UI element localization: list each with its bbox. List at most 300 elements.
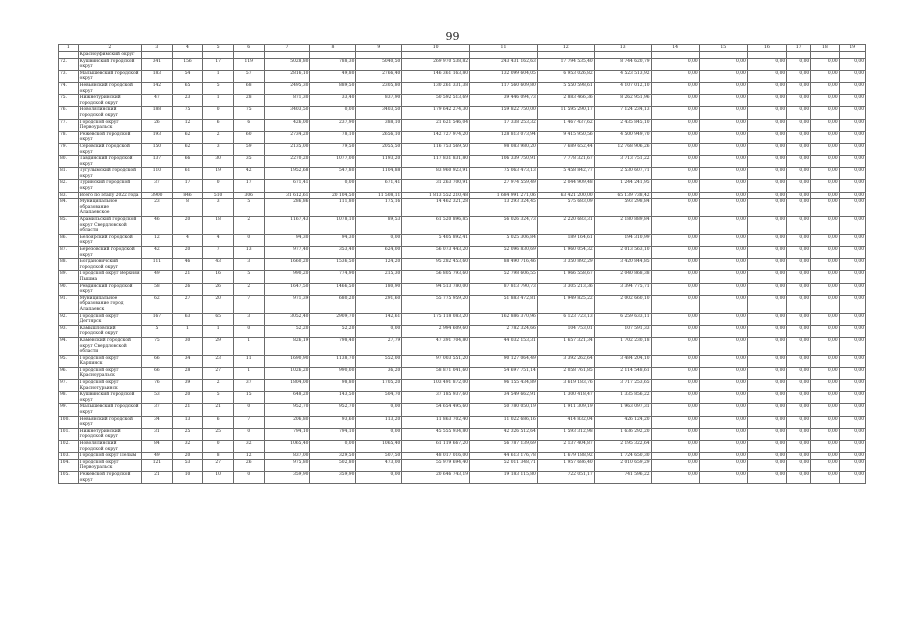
municipality-name: Невьянский городской округ [78,82,141,94]
data-table [58,44,866,484]
table-cell: 32 [233,441,264,453]
table-cell: 0,00 [839,247,865,259]
column-header: 2 [78,45,141,52]
table-cell: 0,00 [699,180,747,192]
table-cell: 36,20 [356,367,402,379]
table-cell: 3052,40 [264,313,310,325]
row-number: 89. [59,271,79,283]
table-cell: 43 [203,259,234,271]
table-cell: 0,00 [787,82,811,94]
table-row [59,143,866,155]
table-cell: 1167,43 [264,217,310,235]
table-row [59,119,866,131]
row-number: 98. [59,392,79,404]
table-cell: 0,00 [839,70,865,82]
table-cell: 0,00 [787,428,811,440]
column-header: 5 [203,45,234,52]
table-cell: 889,50 [310,82,356,94]
municipality-name: Тавдинский городской округ [78,156,141,168]
table-cell: 0,00 [651,367,699,379]
table-cell: 31 [142,428,173,440]
table-cell: 0,00 [699,131,747,143]
table-cell: 48 017 016,00 [402,453,470,460]
table-cell: 6 953 026,82 [537,70,594,82]
table-cell: 4 523 513,92 [594,70,651,82]
table-cell: 0,00 [699,295,747,313]
table-cell: 1 335 856,22 [594,392,651,404]
table-cell: 0,00 [699,95,747,107]
table-cell: 180,90 [356,283,402,295]
table-cell: 0,00 [699,453,747,460]
table-cell: 0,00 [811,337,839,355]
table-cell: 1193,20 [356,156,402,168]
table-cell [839,52,865,59]
municipality-name: Режевской городской округ [78,471,141,483]
table-cell: 0,00 [651,95,699,107]
table-cell: 269 970 538,82 [402,58,470,70]
table-cell: 0,00 [747,95,786,107]
table-cell: 175,16 [356,199,402,217]
table-cell: 0,00 [651,168,699,180]
table-cell: 0,00 [747,247,786,259]
table-cell: 56 805 793,60 [402,271,470,283]
table-cell: 1 [203,95,234,107]
table-row [59,180,866,192]
table-cell: 0,00 [651,217,699,235]
table-cell: 1 724 650,30 [594,453,651,460]
table-cell: 0,00 [839,107,865,119]
table-cell: 0,00 [747,259,786,271]
table-cell: 3 305 213,36 [537,283,594,295]
table-cell: 1 911 309,19 [537,404,594,416]
table-cell: 183 [142,70,173,82]
table-cell: 0,00 [811,192,839,199]
table-cell: 94,30 [310,234,356,246]
table-cell: 2 040 868,38 [594,271,651,283]
table-row [59,70,866,82]
table-cell: 17 [203,58,234,70]
table-cell: 50 780 050,19 [470,404,538,416]
table-cell: 794,10 [264,428,310,440]
table-cell: 2 435 845,10 [594,119,651,131]
table-cell: 175 118 083,20 [402,313,470,325]
table-cell: 0,00 [651,441,699,453]
column-header: 3 [142,45,173,52]
table-cell: 1 [233,367,264,379]
table-cell: 1536,50 [310,259,356,271]
table-cell: 552,00 [356,355,402,367]
table-cell: 426 124,20 [594,416,651,428]
table-cell: 0,00 [651,313,699,325]
table-cell: 45 555 934,80 [402,428,470,440]
table-cell: 1804,00 [264,380,310,392]
table-cell: 6 259 633,11 [594,313,651,325]
row-number: 90. [59,283,79,295]
table-cell: 39 [172,380,203,392]
column-header: 13 [594,45,651,52]
table-cell: 0,00 [651,355,699,367]
table-cell: 0,00 [839,131,865,143]
table-cell: 722 051,17 [537,471,594,483]
table-cell: 0,00 [699,168,747,180]
table-cell: 3 [233,259,264,271]
table-cell: 286,86 [264,199,310,217]
table-cell: 62 [172,143,203,155]
table-cell: 124,20 [356,259,402,271]
table-cell: 243 431 162,63 [470,58,538,70]
table-row [59,247,866,259]
table-cell: 0,00 [356,428,402,440]
table-row [59,168,866,180]
table-cell: 3403,50 [264,107,310,119]
table-cell: 39 446 094,73 [470,95,538,107]
table-cell: 2 994 609,60 [402,325,470,337]
table-cell: 27,79 [356,337,402,355]
table-cell: 846 [172,192,203,199]
table-cell: 0,00 [699,416,747,428]
table-cell: 0,00 [747,156,786,168]
table-cell: 0,00 [699,441,747,453]
table-cell: 977,40 [264,247,310,259]
table-cell: 27 974 559,49 [470,180,538,192]
table-row [59,325,866,337]
table-cell: 0,00 [747,119,786,131]
table-cell: 12 [233,453,264,460]
table-cell: 0,00 [787,107,811,119]
table-cell: 0 [233,234,264,246]
row-number: 78. [59,131,79,143]
table-cell: 65 139 738,42 [594,192,651,199]
table-cell: 0,00 [787,259,811,271]
table-cell: 106 339 750,91 [470,156,538,168]
municipality-name: Туринский городской округ [78,180,141,192]
table-cell: 1 636 292,20 [594,428,651,440]
table-cell: 0,00 [787,459,811,471]
table-cell: 47 391 704,80 [402,337,470,355]
table-cell: 61 119 667,20 [402,441,470,453]
table-cell: 53 [172,459,203,471]
table-cell: 56 787 139,69 [470,441,538,453]
table-cell: 2 782 324,66 [470,325,538,337]
table-cell: 0,00 [811,367,839,379]
column-header: 17 [787,45,811,52]
table-cell: 1 593 312,98 [537,428,594,440]
table-cell [537,52,594,59]
row-number: 100. [59,416,79,428]
table-cell: 19 [203,168,234,180]
table-cell: 12 [142,234,173,246]
table-cell: 0,00 [787,168,811,180]
table-row [59,295,866,313]
table-cell: 52,20 [310,325,356,337]
table-cell: 0,00 [839,180,865,192]
table-cell: 0,00 [356,325,402,337]
table-cell: 0,00 [651,247,699,259]
table-cell: 0,00 [811,295,839,313]
table-cell: 388,10 [356,119,402,131]
table-cell: 76 [142,380,173,392]
table-cell: 63 421 200,00 [537,192,594,199]
table-cell: 798,40 [310,337,356,355]
table-cell: 15 [233,392,264,404]
table-cell: 66 [172,156,203,168]
table-row [59,58,866,70]
table-cell: 128 813 073,94 [470,131,538,143]
column-header: 7 [264,45,310,52]
table-cell: 0,00 [747,404,786,416]
table-cell: 88 490 716,46 [470,259,538,271]
table-cell: 0,00 [699,337,747,355]
table-cell: 0,00 [839,58,865,70]
table-cell: 788,30 [310,58,356,70]
table-cell: 0,00 [747,271,786,283]
row-number: 92. [59,313,79,325]
table-cell: 1 300 418,47 [537,392,594,404]
row-number: 94. [59,337,79,355]
table-cell: 237,90 [310,119,356,131]
table-cell: 0,00 [839,168,865,180]
municipality-name: Городской округ Красноуральск [78,367,141,379]
row-number: 80. [59,156,79,168]
table-cell: 0,00 [839,259,865,271]
row-number: 75. [59,95,79,107]
municipality-name: Невьянский городской округ [78,416,141,428]
table-cell: 1026,20 [264,367,310,379]
table-cell: 2 220 683,31 [537,217,594,235]
table-cell: 113,20 [356,416,402,428]
table-cell: 1466,50 [310,283,356,295]
table-cell: 0,00 [747,295,786,313]
table-header-row [59,45,866,52]
table-cell: 23 [203,355,234,367]
table-cell: 58 [142,283,173,295]
table-cell: 42 [233,168,264,180]
table-cell: 0,00 [651,143,699,155]
table-cell: 0,00 [811,234,839,246]
table-cell: 0 [203,107,234,119]
table-cell: 116 753 569,50 [402,143,470,155]
row-number: 102. [59,441,79,453]
table-cell: 49 [142,453,173,460]
table-cell: 1660,20 [264,259,310,271]
table-cell: 194 310,99 [594,234,651,246]
table-cell: 0,00 [699,58,747,70]
table-row [59,428,866,440]
table-cell: 575 683,09 [537,199,594,217]
table-cell: 11 863 702,40 [402,416,470,428]
table-cell: 2 [203,380,234,392]
table-cell: 0,00 [651,453,699,460]
table-cell: 5 405 892,41 [402,234,470,246]
municipality-name: Малышевский городской округ [78,70,141,82]
table-cell: 0,00 [839,459,865,471]
row-number: 72. [59,58,79,70]
table-cell: 2816,10 [264,70,310,82]
table-cell: 0,00 [787,192,811,199]
table-cell: 142,61 [356,313,402,325]
table-cell: 35 [233,156,264,168]
table-cell: 871,30 [264,95,310,107]
table-cell: 13 293 324,45 [470,199,538,217]
table-cell: 110 [142,168,173,180]
table-cell: 1077,00 [310,156,356,168]
table-cell: 159 822 750,00 [470,107,538,119]
table-cell: 0,00 [651,192,699,199]
table-cell: 0,00 [787,313,811,325]
table-cell: 0,00 [651,471,699,483]
table-cell: 0,00 [787,416,811,428]
table-cell: 2 883 466,36 [537,95,594,107]
table-cell: 17 338 253,32 [470,119,538,131]
table-row [59,131,866,143]
table-cell: 359,90 [310,471,356,483]
table-cell: 11 508,11 [356,192,402,199]
table-cell: 1 957 686,40 [537,459,594,471]
table-row [59,441,866,453]
table-cell: 2656,10 [356,131,402,143]
table-cell: 0,00 [699,459,747,471]
table-cell: 47 [142,95,173,107]
table-cell: 0,00 [699,471,747,483]
table-cell: 37 185 937,60 [402,392,470,404]
table-cell: 52 096 830,69 [470,247,538,259]
row-number: 73. [59,70,79,82]
table-cell: 1 960 054,32 [537,247,594,259]
table-row [59,283,866,295]
table-cell: 0,00 [699,428,747,440]
table-cell: 6 [203,416,234,428]
table-cell: 32 [172,441,203,453]
table-cell: 5040,50 [356,58,402,70]
table-cell: 98,80 [310,380,356,392]
table-cell: 0,00 [811,441,839,453]
municipality-name: Городской округ Карпинск [78,355,141,367]
table-cell: 0,00 [747,428,786,440]
table-cell: 52 798 606,55 [470,271,538,283]
column-header: 15 [699,45,747,52]
table-cell: 20 [172,453,203,460]
column-header: 14 [651,45,699,52]
municipality-name: Новолялинский городской округ [78,107,141,119]
table-cell: 0,00 [839,404,865,416]
row-number: 96. [59,367,79,379]
table-cell: 30 [172,337,203,355]
table-cell: 21 [142,471,173,483]
table-cell: 5 458 842,77 [537,168,594,180]
table-cell: 547,80 [310,168,356,180]
table-cell: 0,00 [839,392,865,404]
table-cell: 671,41 [356,180,402,192]
table-cell: 0,00 [699,107,747,119]
table-cell: 0,00 [839,199,865,217]
table-cell: 0,00 [811,217,839,235]
table-cell: 0,00 [651,325,699,337]
table-cell: 10 [203,471,234,483]
table-cell: 0,00 [811,58,839,70]
table-cell: 0,00 [651,180,699,192]
table-cell: 0,00 [747,143,786,155]
table-cell: 741 596,22 [594,471,651,483]
municipality-name: Богдановичский городской округ [78,259,141,271]
table-cell: 0,00 [787,180,811,192]
table-cell: 0,00 [747,107,786,119]
table-cell: 0,00 [787,131,811,143]
table-cell: 1 679 188,92 [537,453,594,460]
table-cell: 0,00 [651,119,699,131]
table-cell: 1 467 437,62 [537,119,594,131]
table-cell: 0,00 [839,217,865,235]
table-cell [142,52,173,59]
table-cell: 0,00 [811,259,839,271]
table-cell: 21 621 546,04 [402,119,470,131]
table-row [59,416,866,428]
table-row [59,95,866,107]
table-cell: 66 [142,367,173,379]
table-cell: 54 [172,70,203,82]
table-cell: 37 [233,380,264,392]
column-header: 12 [537,45,594,52]
column-header: 4 [172,45,203,52]
table-cell: 117 560 609,80 [470,82,538,94]
table-cell: 359,90 [264,471,310,483]
table-cell: 1138,70 [310,355,356,367]
table-cell: 5 [203,82,234,94]
table-cell: 0,00 [811,459,839,471]
table-cell: 0,00 [839,234,865,246]
table-cell: 27 [172,295,203,313]
table-cell: 111 [142,259,173,271]
table-cell: 0,00 [787,325,811,337]
table-cell: 0,00 [787,95,811,107]
table-cell: 0,00 [811,107,839,119]
table-cell: 5 [233,199,264,217]
table-cell: 54 697 751,14 [470,367,538,379]
table-cell: 50 592 513,69 [402,95,470,107]
table-cell: 975,80 [264,459,310,471]
table-cell: 0,00 [651,337,699,355]
table-row [59,392,866,404]
table-cell: 0,00 [699,355,747,367]
table-cell: 1 966 558,67 [537,271,594,283]
table-cell: 3 [203,199,234,217]
municipality-name: Муниципальное образование город Алапаевск [78,295,141,313]
table-cell: 0,00 [747,131,786,143]
table-cell: 2 137 404,87 [537,441,594,453]
table-cell: 26 [172,283,203,295]
table-cell: 78,10 [310,131,356,143]
municipality-name: Кушвинский городской округ [78,58,141,70]
municipality-name: Нижнетуринский городской округ [78,428,141,440]
municipality-name: Всего по этапу 2022 года [78,192,141,199]
municipality-name: Березовский городской округ [78,247,141,259]
table-row [59,234,866,246]
table-cell: 0,00 [651,295,699,313]
table-cell: 2 058 761,85 [537,367,594,379]
table-cell: 34 [142,416,173,428]
table-cell: 0,00 [651,392,699,404]
table-cell: 2055,50 [356,143,402,155]
table-cell: 0,00 [747,416,786,428]
table-cell: 17 [172,180,203,192]
municipality-name: Новолялинский городской округ [78,441,141,453]
table-cell: 2 002 660,10 [594,295,651,313]
row-number: 91. [59,295,79,313]
table-cell: 1705,20 [356,380,402,392]
table-cell: 75 [142,337,173,355]
table-cell: 132 099 604,05 [470,70,538,82]
table-cell: 7 689 652,44 [537,143,594,155]
table-cell: 55 775 959,20 [402,295,470,313]
